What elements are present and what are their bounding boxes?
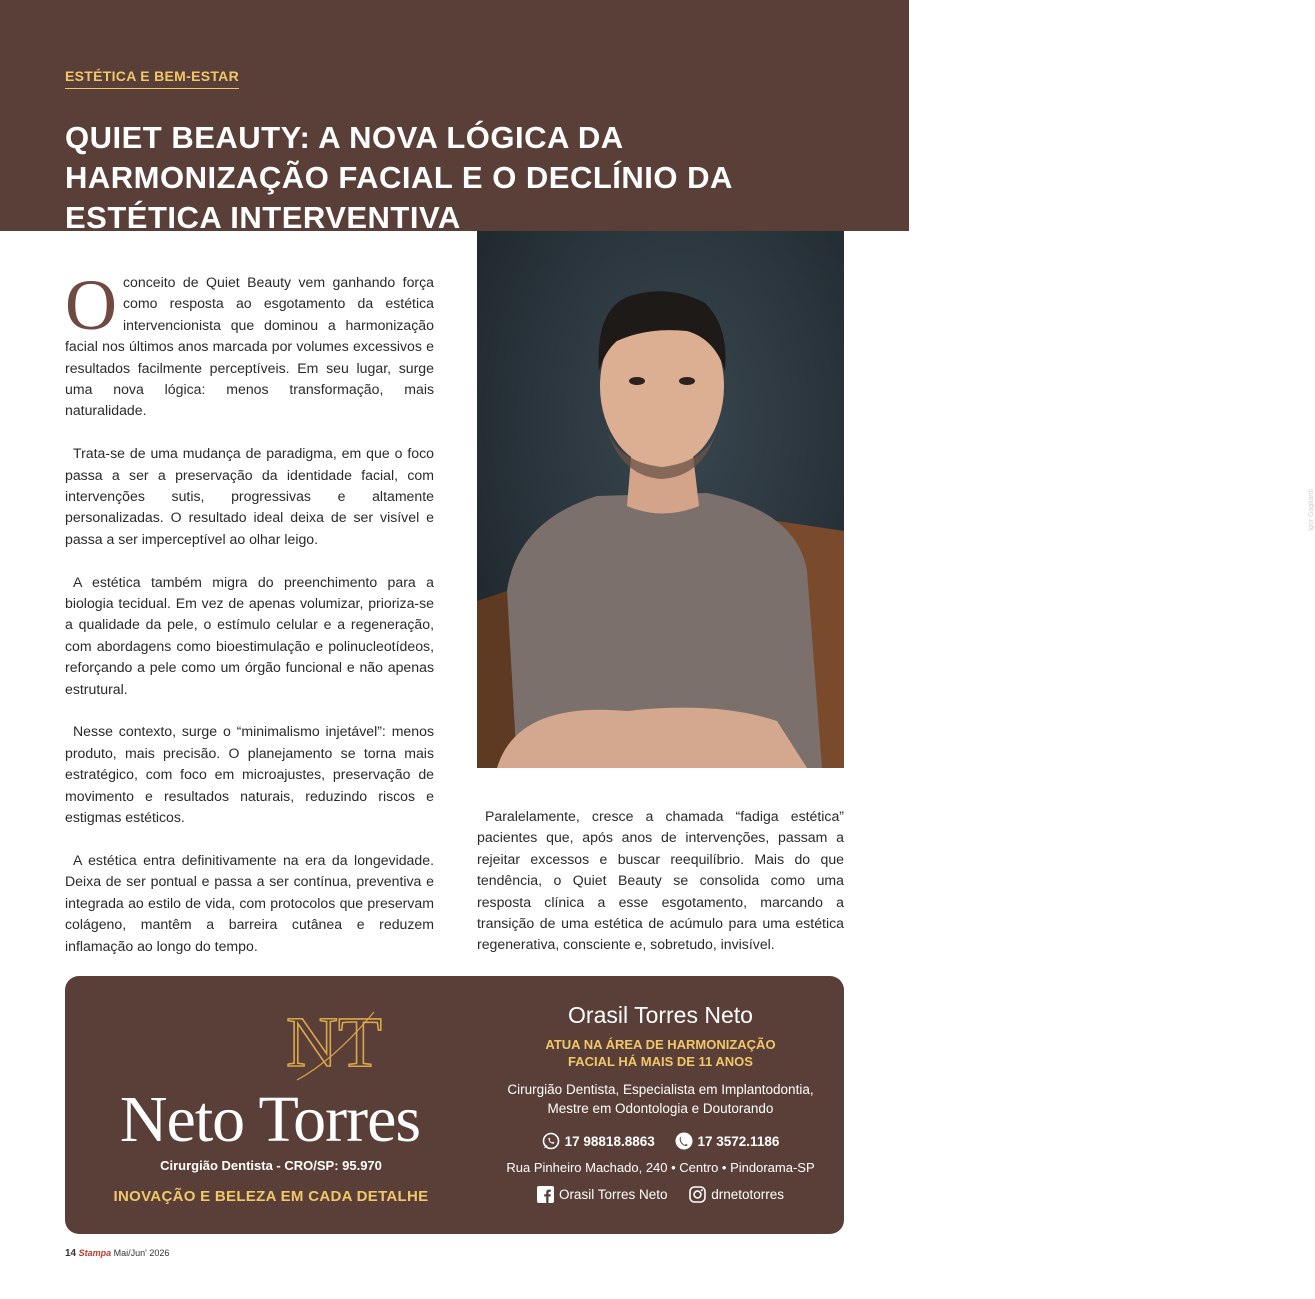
advertisement-box [65, 976, 844, 1234]
article-title: QUIET BEAUTY: A NOVA LÓGICA DA HARMONIZAÇÃO FACIAL E O DECLÍNIO DA ESTÉTICA INTERVENTIVA [65, 120, 732, 235]
phone-numbers [477, 1132, 844, 1153]
header-band [0, 0, 909, 235]
drop-cap: O [65, 265, 117, 345]
facebook-link[interactable]: Orasil Torres Neto [537, 1186, 668, 1203]
credentials: Cirurgião Dentista, Especialista em Implantodontia, Mestre em Odontologia e Doutorando [507, 1082, 814, 1116]
phone-contact[interactable]: 17 3572.1186 [675, 1132, 780, 1150]
article-paragraph: A estética entra definitivamente na era da longevidade. Deixa de ser pontual e passa a ser contínua, preventiva e integrada ao estilo de vida, com protocolos que preservam colágeno, mantêm a barreira cutânea e reduzem inflamação ao longo do tempo. [65, 851, 434, 954]
experience-tagline: ATUA NA ÁREA DE HARMONIZAÇÃO FACIAL HÁ MAIS DE 11 ANOS [545, 1037, 776, 1069]
whatsapp-icon [542, 1132, 560, 1150]
instagram-link[interactable]: drnetotorres [689, 1186, 784, 1203]
magazine-name: Stampa [78, 1248, 112, 1258]
social-links [477, 1186, 844, 1206]
phone-icon [675, 1132, 693, 1150]
portrait-photo [477, 231, 1315, 768]
article-paragraph: A estética também migra do preenchimento para a biologia tecidual. Em vez de apenas volumizar, prioriza-se a qualidade da pele, o estímulo celular e a regeneração, com abordagens como bioestimulação e polinucleotídeos, reforçando a pele como um órgão funcional e não apenas estrutural. [65, 573, 434, 697]
section-label: ESTÉTICA E BEM-ESTAR [65, 68, 239, 89]
svg-text:NT: NT [286, 1002, 382, 1082]
whatsapp-contact[interactable]: 17 98818.8863 [542, 1132, 655, 1150]
address: Rua Pinheiro Machado, 240 • Centro • Pindorama-SP [506, 1160, 815, 1175]
facebook-icon [537, 1186, 554, 1203]
brand-name: Neto Torres [119, 1083, 421, 1156]
instagram-icon [689, 1186, 706, 1203]
issue-date: Mai/Jun' 2026 [113, 1248, 170, 1258]
article-paragraph: Oconceito de Quiet Beauty vem ganhando força como resposta ao esgotamento da estética intervencionista que dominou a harmonização facial nos últimos anos marcada por volumes excessivos e resultados facilmente perceptíveis. Em seu lugar, surge uma nova lógica: menos transformação, mais naturalidade. [65, 265, 434, 419]
photo-credit: Igor Gagliardi [1308, 489, 1315, 532]
article-paragraph: Trata-se de uma mudança de paradigma, em que o foco passa a ser a preservação da identidade facial, com intervenções sutis, progressivas e altamente personalizadas. O resultado ideal deixa de ser visível e passa a ser imperceptível ao olhar leigo. [65, 445, 434, 547]
dentist-name: Orasil Torres Neto [568, 1002, 753, 1028]
article-column-left [65, 265, 434, 1064]
nt-monogram-logo [279, 1000, 389, 1086]
article-paragraph: Nesse contexto, surge o “minimalismo injetável”: menos produto, mais precisão. O planejamento se torna mais estratégico, com foco em microajustes, preservação de movimento e resultados naturais, reduzindo riscos e estigmas estéticos. [65, 723, 434, 826]
article-paragraph: Paralelamente, cresce a chamada “fadiga estética” pacientes que, após anos de intervenções, passam a rejeitar excessos e buscar reequilíbrio. Mais do que tendência, o Quiet Beauty se consolida como uma resposta clínica a esse esgotamento, marcando a transição de uma estética de acúmulo para uma estética regenerativa, consciente e, sobretudo, invisível. [477, 808, 844, 953]
article-column-right [477, 806, 844, 956]
page-folio [65, 1248, 169, 1259]
professional-registration: Cirurgião Dentista - CRO/SP: 95.970 [160, 1158, 382, 1173]
portrait-illustration [477, 231, 844, 768]
ad-slogan: INOVAÇÃO E BELEZA EM CADA DETALHE [113, 1188, 429, 1205]
page-number: 14 [65, 1248, 77, 1259]
